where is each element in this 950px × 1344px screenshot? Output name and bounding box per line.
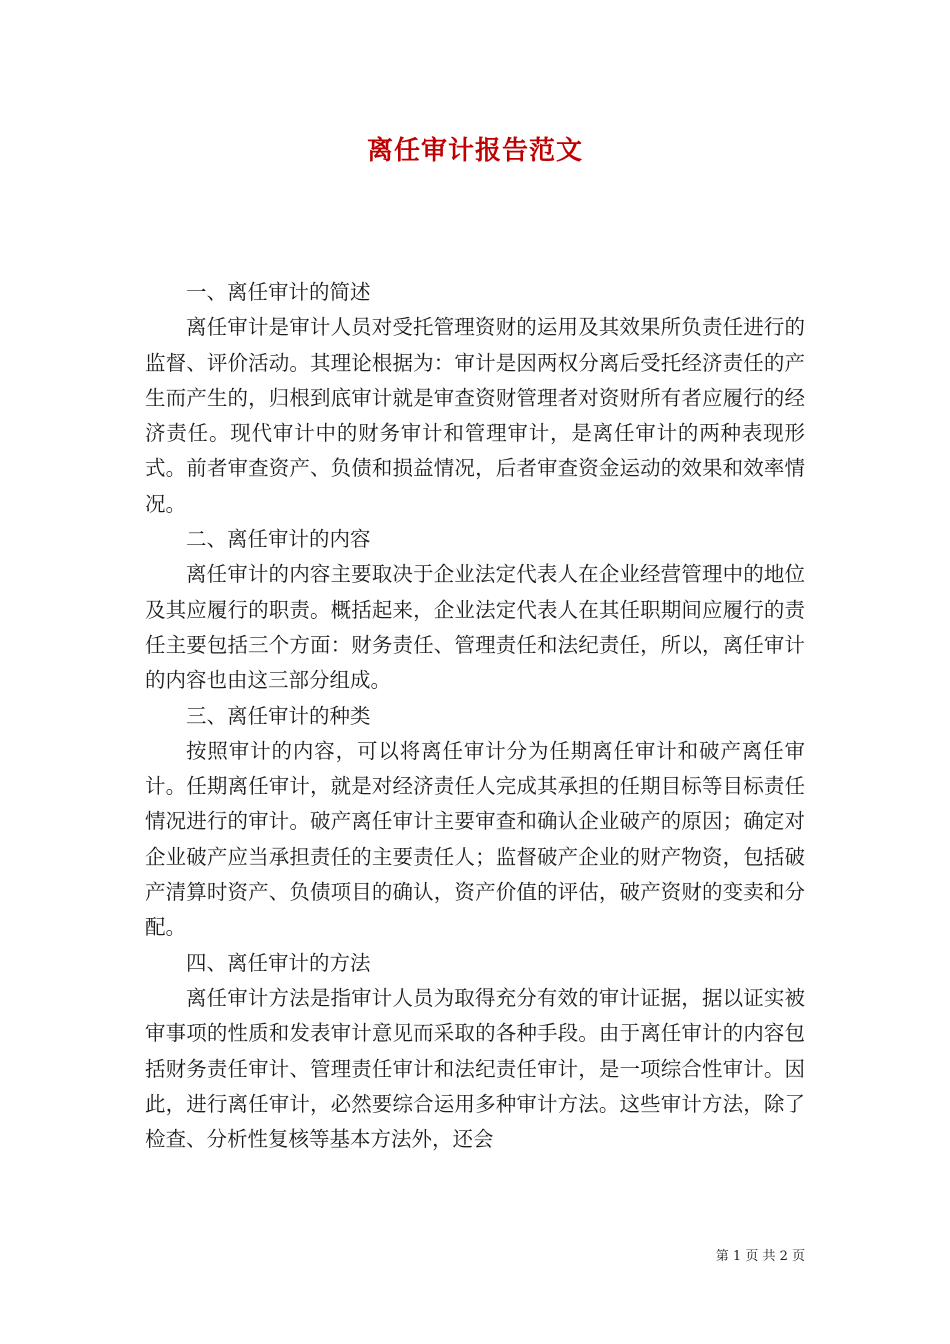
paragraph-methods: 离任审计方法是指审计人员为取得充分有效的审计证据，据以证实被审事项的性质和发表审计意见而采取的各种手段。由于离任审计的内容包括财务责任审计、管理责任审计和法纪责任审计，是一项综合性审计。因此，进行离任审计，必然要综合运用多种审计方法。这些审计方法，除了检查、分析性复核等基本方法外，还会: [145, 985, 805, 1152]
paragraph-types: 按照审计的内容，可以将离任审计分为任期离任审计和破产离任审计。任期离任审计，就是对经济责任人完成其承担的任期目标等目标责任情况进行的审计。破产离任审计主要审查和确认企业破产的原因；确定对企业破产应当承担责任的主要责任人；监督破产企业的财产物资，包括破产清算时资产、负债项目的确认，资产价值的评估，破产资财的变卖和分配。: [145, 738, 805, 940]
section-heading-overview: 一、离任审计的简述: [186, 280, 371, 304]
document-title: 离任审计报告范文: [366, 136, 583, 166]
document-body: [145, 275, 805, 1157]
paragraph-overview: 离任审计是审计人员对受托管理资财的运用及其效果所负责任进行的监督、评价活动。其理论根据为：审计是因两权分离后受托经济责任的产生而产生的，归根到底审计就是审查资财管理者对资财所有者应履行的经济责任。现代审计中的财务审计和管理审计，是离任审计的两种表现形式。前者审查资产、负债和损益情况，后者审查资金运动的效果和效率情况。: [145, 315, 805, 516]
section-heading-content: 二、离任审计的内容: [186, 527, 371, 552]
section-heading-methods: 四、离任审计的方法: [186, 950, 371, 975]
paragraph-content: 离任审计的内容主要取决于企业法定代表人在企业经营管理中的地位及其应履行的职责。概括起来，企业法定代表人在其任职期间应履行的责任主要包括三个方面：财务责任、管理责任和法纪责任，所以，离任审计的内容也由这三部分组成。: [145, 562, 805, 693]
page-number: 第 1 页 共 2 页: [715, 1249, 805, 1264]
section-heading-types: 三、离任审计的种类: [186, 703, 371, 728]
